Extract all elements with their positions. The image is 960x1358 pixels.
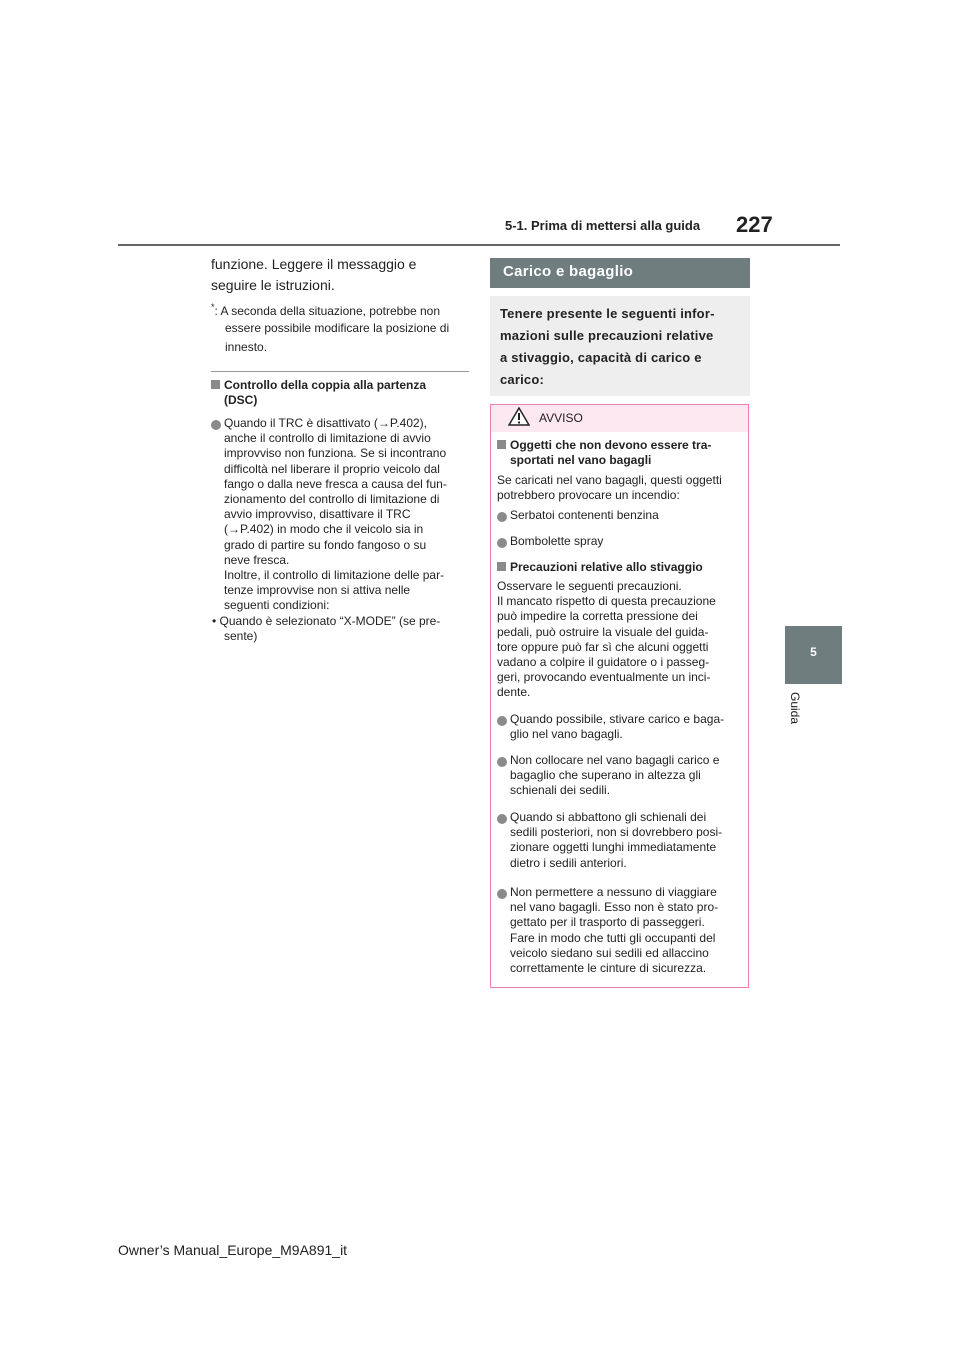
manual-id: Owner’s Manual_Europe_M9A891_it [118, 1242, 348, 1258]
items-intro-line: Se caricati nel vano bagagli, questi oggetti [497, 473, 722, 487]
stowage-bullet: Non permettere a nessuno di viaggiare nel vano bagagli. Esso non è stato pro- gettato per il trasporto di passeggeri. Fare in modo che tutti gli occupanti del veicolo siedano sui sedili ed allaccino correttamente le cinture di sicurezza. [510, 885, 719, 976]
bullet-dot-icon [497, 512, 507, 522]
footnote-line: essere possibile modificare la posizione di [225, 321, 450, 335]
stowage-intro: Osservare le seguenti precauzioni. Il mancato rispetto di questa precauzione può impedire la corretta pressione dei pedali, può ostruire la visuale del guida- tore oppure può far sì che alcuni oggetti vadano a colpire il guidatore o i passeg- geri, provocando eventualmente un inci- dente. [497, 579, 716, 700]
cargo-title: Carico e bagaglio [503, 263, 634, 280]
dsc-body: Quando il TRC è disattivato (→P.402), anche il controllo di limitazione di avvio improvviso non funziona. Se si incontrano difficoltà nel liberare il proprio veicolo dal fango o dalla neve fresca a causa del fun- zionamento del controllo di limitazione di avvio improvviso, disattivare il TRC (→P.402) in modo che il veicolo sia in grado di partire su fondo fangoso o su neve fresca. Inoltre, il controllo di limitazione delle par- tenze improvvise non si attiva nelle seguenti condizioni: [224, 416, 447, 613]
warning-triangle-icon [508, 407, 530, 426]
dsc-bullet-line: • Quando è selezionato “X-MODE” (se pre- [212, 614, 441, 628]
items-intro-line: potrebbero provocare un incendio: [497, 488, 680, 502]
bullet-dot-icon [497, 716, 507, 726]
bullet-dot-icon [211, 420, 221, 430]
page-number: 227 [736, 212, 773, 237]
items-heading-line: sportati nel vano bagagli [510, 453, 652, 467]
section-title: 5-1. Prima di mettersi alla guida [505, 218, 701, 233]
dsc-bullet-line: sente) [224, 629, 258, 643]
column-divider [211, 371, 469, 372]
chapter-number: 5 [810, 645, 817, 659]
square-bullet-icon [211, 380, 220, 389]
footnote-mark: * [211, 302, 215, 312]
intro-line: seguire le istruzioni. [211, 277, 335, 293]
chapter-label: Guida [788, 692, 802, 725]
bullet-dot-icon [497, 814, 507, 824]
footnote-line: innesto. [225, 340, 268, 354]
summary-line: Tenere presente le seguenti infor- [500, 306, 715, 321]
item-text: Bombolette spray [510, 534, 604, 548]
dsc-heading-line: (DSC) [224, 393, 258, 407]
bullet-dot-icon [497, 889, 507, 899]
square-bullet-icon [497, 440, 506, 449]
square-bullet-icon [497, 562, 506, 571]
summary-line: a stivaggio, capacità di carico e [500, 350, 702, 365]
footnote-line: *: A seconda della situazione, potrebbe non [211, 302, 441, 318]
summary-line: mazioni sulle precauzioni relative [500, 328, 714, 343]
stowage-bullet: Quando si abbattono gli schienali dei sedili posteriori, non si dovrebbero posi- zionare oggetti lunghi immediatamente dietro i sedili anteriori. [510, 810, 723, 870]
summary-line: carico: [500, 372, 545, 387]
items-heading: Oggetti che non devono essere tra- [497, 438, 711, 453]
bullet-dot-icon [497, 757, 507, 767]
bullet-dot-icon [497, 538, 507, 548]
stowage-bullet: Non collocare nel vano bagagli carico e bagaglio che superano in altezza gli schienali dei sedili. [510, 753, 720, 798]
warning-label: AVVISO [539, 411, 583, 425]
dsc-heading: Controllo della coppia alla partenza [211, 378, 426, 393]
item-text: Serbatoi contenenti benzina [510, 508, 659, 522]
header-rule [118, 244, 840, 246]
stowage-bullet: Quando possibile, stivare carico e baga- glio nel vano bagagli. [510, 712, 725, 742]
stowage-heading: Precauzioni relative allo stivaggio [497, 560, 703, 575]
intro-line: funzione. Leggere il messaggio e [211, 256, 417, 272]
